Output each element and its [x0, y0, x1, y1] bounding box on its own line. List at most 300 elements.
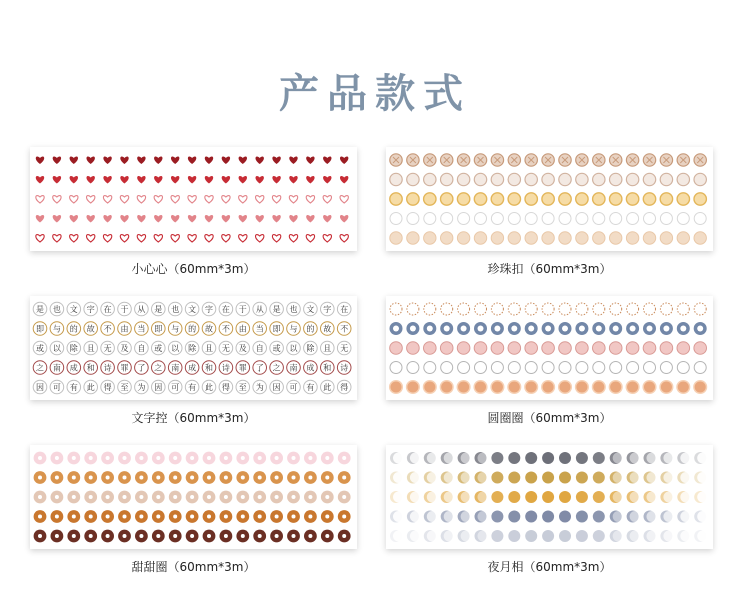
char-sticker: [135, 302, 149, 316]
svg-text:除: 除: [69, 344, 78, 354]
heart-icon: [103, 235, 111, 242]
circle-icon: [660, 381, 673, 394]
heart-icon: [103, 176, 111, 183]
pearl-button-icon: [559, 193, 571, 205]
svg-text:字: 字: [86, 305, 95, 315]
pearl-button-icon: [458, 213, 470, 225]
pearl-button-icon: [508, 173, 520, 185]
moon-phase-icon: [576, 511, 588, 523]
pearl-button-icon: [626, 232, 638, 244]
moon-phase-icon: [508, 452, 520, 464]
svg-text:之: 之: [272, 363, 281, 373]
pearl-button-icon: [660, 173, 672, 185]
pearl-button-icon: [424, 193, 436, 205]
circle-icon: [525, 362, 537, 374]
pearl-button-icon: [660, 193, 672, 205]
heart-icon: [87, 235, 95, 242]
pearl-button-icon: [474, 173, 486, 185]
moon-phase-icon: [694, 511, 708, 523]
moon-phase-icon: [627, 472, 641, 484]
char-sticker: [270, 380, 284, 394]
product-panel-buttons: [386, 147, 713, 251]
char-sticker: [270, 302, 284, 316]
svg-text:是: 是: [154, 305, 163, 315]
heart-icon: [239, 157, 247, 164]
pearl-button-icon: [542, 213, 554, 225]
moon-phase-icon: [593, 491, 605, 503]
char-sticker: [321, 380, 335, 394]
char-sticker: [270, 361, 284, 375]
moon-phase-icon: [593, 530, 605, 542]
circle-icon: [643, 381, 656, 394]
char-sticker: [101, 341, 115, 355]
heart-icon: [137, 235, 145, 242]
circle-icon: [542, 381, 555, 394]
circle-icon: [627, 362, 639, 374]
moon-phase-icon: [576, 491, 588, 503]
page-title: 产品款式: [279, 71, 471, 117]
circle-icon: [457, 342, 470, 355]
heart-icon: [340, 235, 348, 242]
pearl-button-icon: [441, 173, 453, 185]
char-sticker: [67, 361, 81, 375]
pearl-button-icon: [424, 213, 436, 225]
pearl-button-icon: [491, 173, 503, 185]
circle-icon: [390, 342, 403, 355]
moon-phase-icon: [644, 491, 658, 503]
circle-icon: [440, 381, 453, 394]
circle-icon: [677, 342, 690, 355]
circle-icon: [508, 362, 520, 374]
pearl-button-icon: [441, 193, 453, 205]
product-label-buttons: 珍珠扣（60mm*3m）: [487, 262, 612, 276]
circle-icon: [559, 381, 572, 394]
circle-icon: [593, 381, 606, 394]
heart-icon: [222, 157, 230, 164]
char-sticker: [152, 302, 166, 316]
pearl-button-icon: [474, 193, 486, 205]
heart-icon: [171, 196, 179, 203]
moon-phase-icon: [542, 472, 554, 484]
heart-icon: [36, 196, 44, 203]
char-sticker: [135, 322, 149, 336]
moon-phase-icon: [441, 511, 455, 523]
heart-icon: [137, 196, 145, 203]
moon-phase-icon: [542, 530, 554, 542]
heart-icon: [154, 176, 162, 183]
char-sticker: [304, 302, 318, 316]
circle-icon: [660, 362, 672, 374]
heart-icon: [340, 215, 348, 222]
svg-text:因: 因: [272, 383, 281, 393]
circle-icon: [491, 342, 504, 355]
char-sticker: [152, 361, 166, 375]
char-sticker: [84, 322, 98, 336]
product-label-hearts: 小心心（60mm*3m）: [131, 262, 256, 276]
char-sticker: [185, 302, 199, 316]
heart-icon: [171, 215, 179, 222]
heart-icon: [154, 235, 162, 242]
circle-icon: [407, 362, 419, 374]
pearl-button-icon: [525, 173, 537, 185]
char-sticker: [337, 380, 351, 394]
heart-icon: [306, 215, 314, 222]
circle-icon: [441, 303, 453, 315]
pearl-button-icon: [457, 232, 469, 244]
svg-text:和: 和: [323, 363, 332, 373]
heart-icon: [272, 215, 280, 222]
heart-icon: [239, 235, 247, 242]
svg-text:成: 成: [188, 363, 197, 373]
char-sticker: [118, 380, 132, 394]
svg-text:无: 无: [221, 344, 230, 354]
char-sticker: [84, 380, 98, 394]
svg-text:诗: 诗: [340, 363, 349, 373]
moon-phase-icon: [407, 491, 421, 503]
char-sticker: [202, 380, 216, 394]
svg-text:不: 不: [221, 324, 230, 334]
char-sticker: [253, 341, 267, 355]
heart-icon: [289, 196, 297, 203]
svg-text:在: 在: [103, 305, 112, 315]
moon-phase-icon: [576, 472, 588, 484]
product-panel-hearts: [30, 147, 357, 251]
heart-icon: [239, 176, 247, 183]
char-sticker: [219, 361, 233, 375]
svg-text:故: 故: [323, 324, 332, 334]
svg-text:可: 可: [171, 383, 180, 393]
heart-icon: [340, 176, 348, 183]
pearl-button-icon: [643, 232, 655, 244]
moon-phase-icon: [627, 491, 641, 503]
char-sticker: [135, 341, 149, 355]
circle-icon: [457, 381, 470, 394]
char-sticker: [50, 361, 64, 375]
moon-phase-icon: [542, 491, 554, 503]
moon-phase-icon: [593, 472, 605, 484]
moon-phase-icon: [644, 530, 658, 542]
heart-icon: [188, 176, 196, 183]
pearl-button-icon: [559, 232, 571, 244]
char-sticker: [219, 322, 233, 336]
heart-icon: [70, 196, 78, 203]
char-sticker: [33, 361, 47, 375]
svg-text:由: 由: [120, 324, 129, 334]
char-sticker: [236, 302, 250, 316]
circle-icon: [576, 303, 588, 315]
heart-icon: [222, 235, 230, 242]
svg-text:自: 自: [137, 344, 146, 354]
char-sticker: [33, 302, 47, 316]
moon-phase-icon: [491, 452, 503, 464]
circle-icon: [643, 342, 656, 355]
circle-icon: [626, 342, 639, 355]
char-sticker: [304, 361, 318, 375]
char-sticker: [253, 380, 267, 394]
svg-text:和: 和: [86, 363, 95, 373]
pearl-button-icon: [508, 232, 520, 244]
heart-icon: [70, 157, 78, 164]
circle-icon: [525, 342, 538, 355]
svg-text:的: 的: [188, 324, 197, 334]
moon-phase-icon: [660, 491, 674, 503]
heart-icon: [36, 157, 44, 164]
heart-icon: [272, 235, 280, 242]
pearl-button-icon: [508, 213, 520, 225]
circle-icon: [694, 342, 707, 355]
circle-icon: [576, 381, 589, 394]
char-sticker: [270, 322, 284, 336]
circle-icon: [593, 362, 605, 374]
pearl-button-icon: [643, 173, 655, 185]
circle-icon: [593, 342, 606, 355]
heart-icon: [36, 235, 44, 242]
circle-icon: [508, 342, 521, 355]
circle-icon: [609, 342, 622, 355]
moon-phase-icon: [525, 511, 537, 523]
heart-icon: [137, 176, 145, 183]
pearl-button-icon: [626, 173, 638, 185]
char-sticker: [202, 361, 216, 375]
svg-text:因: 因: [154, 383, 163, 393]
svg-text:文: 文: [69, 305, 78, 315]
heart-icon: [205, 215, 213, 222]
svg-text:得: 得: [340, 383, 349, 393]
char-sticker: [236, 361, 250, 375]
pearl-button-icon: [593, 213, 605, 225]
moon-phase-icon: [475, 530, 489, 542]
char-sticker: [67, 341, 81, 355]
pearl-button-icon: [474, 232, 486, 244]
moon-phase-icon: [458, 491, 472, 503]
heart-icon: [256, 176, 264, 183]
circle-icon: [542, 303, 554, 315]
heart-icon: [272, 196, 280, 203]
pearl-button-icon: [457, 173, 469, 185]
char-sticker: [270, 341, 284, 355]
heart-icon: [222, 176, 230, 183]
product-panel-chars: [30, 296, 357, 400]
heart-icon: [340, 157, 348, 164]
char-sticker: [152, 341, 166, 355]
moon-phase-icon: [559, 491, 571, 503]
circle-icon: [644, 303, 656, 315]
moon-phase-icon: [559, 452, 571, 464]
svg-text:至: 至: [238, 383, 247, 393]
svg-text:故: 故: [205, 324, 213, 334]
moon-phase-icon: [508, 472, 520, 484]
circle-icon: [610, 362, 622, 374]
heart-icon: [256, 235, 264, 242]
heart-icon: [306, 176, 314, 183]
circle-icon: [677, 381, 690, 394]
pearl-button-icon: [677, 193, 689, 205]
product-label-donuts: 甜甜圈（60mm*3m）: [131, 560, 256, 574]
svg-text:可: 可: [289, 383, 298, 393]
char-sticker: [101, 361, 115, 375]
pearl-button-icon: [457, 193, 469, 205]
svg-text:字: 字: [323, 305, 332, 315]
heart-icon: [205, 196, 213, 203]
pearl-button-icon: [508, 193, 520, 205]
svg-text:以: 以: [171, 344, 180, 354]
pearl-button-icon: [593, 193, 605, 205]
pearl-button-icon: [694, 193, 706, 205]
svg-text:之: 之: [154, 363, 163, 373]
heart-icon: [272, 157, 280, 164]
heart-icon: [103, 215, 111, 222]
circle-icon: [660, 342, 673, 355]
pearl-button-icon: [542, 193, 554, 205]
heart-icon: [323, 235, 331, 242]
heart-icon: [256, 157, 264, 164]
moon-phase-icon: [407, 511, 421, 523]
char-sticker: [101, 302, 115, 316]
svg-text:此: 此: [86, 383, 95, 393]
char-sticker: [101, 380, 115, 394]
circle-icon: [677, 362, 689, 374]
svg-text:与: 与: [171, 324, 180, 334]
pearl-button-icon: [694, 173, 706, 185]
circle-icon: [593, 303, 605, 315]
svg-text:故: 故: [86, 324, 95, 334]
pearl-button-icon: [475, 213, 487, 225]
moon-phase-icon: [491, 491, 503, 503]
heart-icon: [53, 215, 61, 222]
heart-icon: [256, 196, 264, 203]
char-sticker: [33, 341, 47, 355]
circle-icon: [407, 342, 420, 355]
heart-icon: [239, 196, 247, 203]
pearl-button-icon: [644, 213, 656, 225]
svg-text:及: 及: [238, 344, 247, 354]
svg-text:与: 与: [52, 324, 61, 334]
circle-icon: [474, 381, 487, 394]
moon-phase-icon: [475, 491, 489, 503]
moon-phase-icon: [610, 472, 624, 484]
circle-icon: [694, 362, 706, 374]
char-sticker: [321, 322, 335, 336]
svg-text:与: 与: [289, 324, 298, 334]
svg-text:及: 及: [120, 344, 129, 354]
pearl-button-icon: [559, 173, 571, 185]
circle-icon: [407, 381, 420, 394]
pearl-button-icon: [441, 232, 453, 244]
char-sticker: [253, 361, 267, 375]
heart-icon: [323, 215, 331, 222]
char-sticker: [118, 322, 132, 336]
pearl-button-icon: [677, 213, 689, 225]
pearl-button-icon: [525, 193, 537, 205]
svg-text:且: 且: [86, 344, 95, 354]
pearl-button-icon: [643, 193, 655, 205]
svg-text:从: 从: [137, 305, 146, 315]
heart-icon: [289, 215, 297, 222]
char-sticker: [287, 322, 301, 336]
moon-phase-icon: [694, 452, 708, 464]
heart-icon: [323, 196, 331, 203]
svg-text:是: 是: [272, 305, 281, 315]
svg-text:即: 即: [36, 324, 44, 334]
moon-phase-icon: [424, 452, 438, 464]
svg-text:当: 当: [137, 324, 146, 334]
pearl-button-icon: [610, 213, 622, 225]
heart-icon: [137, 215, 145, 222]
svg-text:也: 也: [171, 305, 180, 315]
moon-phase-icon: [694, 530, 708, 542]
moon-phase-icon: [593, 511, 605, 523]
heart-icon: [53, 176, 61, 183]
char-sticker: [67, 322, 81, 336]
moons-pattern: [386, 445, 713, 549]
svg-text:的: 的: [306, 324, 315, 334]
pearl-button-icon: [626, 193, 638, 205]
svg-text:以: 以: [289, 344, 298, 354]
svg-text:无: 无: [103, 344, 112, 354]
char-sticker: [50, 322, 64, 336]
svg-text:且: 且: [205, 344, 213, 354]
heart-icon: [53, 235, 61, 242]
char-sticker: [84, 341, 98, 355]
pearl-button-icon: [407, 193, 419, 205]
svg-text:或: 或: [154, 344, 163, 354]
heart-icon: [171, 157, 179, 164]
moon-phase-icon: [491, 472, 503, 484]
char-sticker: [287, 380, 301, 394]
moon-phase-icon: [593, 452, 605, 464]
heart-icon: [70, 215, 78, 222]
heart-icon: [87, 215, 95, 222]
char-sticker: [33, 380, 47, 394]
circle-icon: [508, 303, 520, 315]
moon-phase-icon: [525, 530, 537, 542]
char-sticker: [304, 322, 318, 336]
heart-icon: [289, 157, 297, 164]
char-sticker: [321, 341, 335, 355]
char-sticker: [118, 302, 132, 316]
circle-icon: [610, 303, 622, 315]
moon-phase-icon: [660, 511, 674, 523]
heart-icon: [120, 176, 128, 183]
svg-text:之: 之: [36, 363, 44, 373]
pearl-button-icon: [610, 193, 622, 205]
svg-text:在: 在: [340, 305, 349, 315]
pearl-button-icon: [407, 213, 419, 225]
svg-text:当: 当: [255, 324, 264, 334]
circle-icon: [694, 303, 706, 315]
heart-icon: [222, 215, 230, 222]
pearl-button-icon: [390, 232, 402, 244]
pearl-button-icon: [390, 193, 402, 205]
char-sticker: [185, 322, 199, 336]
heart-icon: [188, 215, 196, 222]
heart-icon: [289, 235, 297, 242]
svg-text:从: 从: [255, 305, 264, 315]
char-sticker: [202, 302, 216, 316]
heart-icon: [222, 196, 230, 203]
char-sticker: [185, 341, 199, 355]
moon-phase-icon: [660, 452, 674, 464]
pearl-button-icon: [542, 232, 554, 244]
svg-text:不: 不: [340, 324, 349, 334]
moon-phase-icon: [407, 452, 421, 464]
heart-icon: [154, 157, 162, 164]
circle-icon: [559, 303, 571, 315]
heart-icon: [87, 176, 95, 183]
pearl-button-icon: [677, 173, 689, 185]
heart-icon: [205, 157, 213, 164]
moon-phase-icon: [677, 472, 691, 484]
